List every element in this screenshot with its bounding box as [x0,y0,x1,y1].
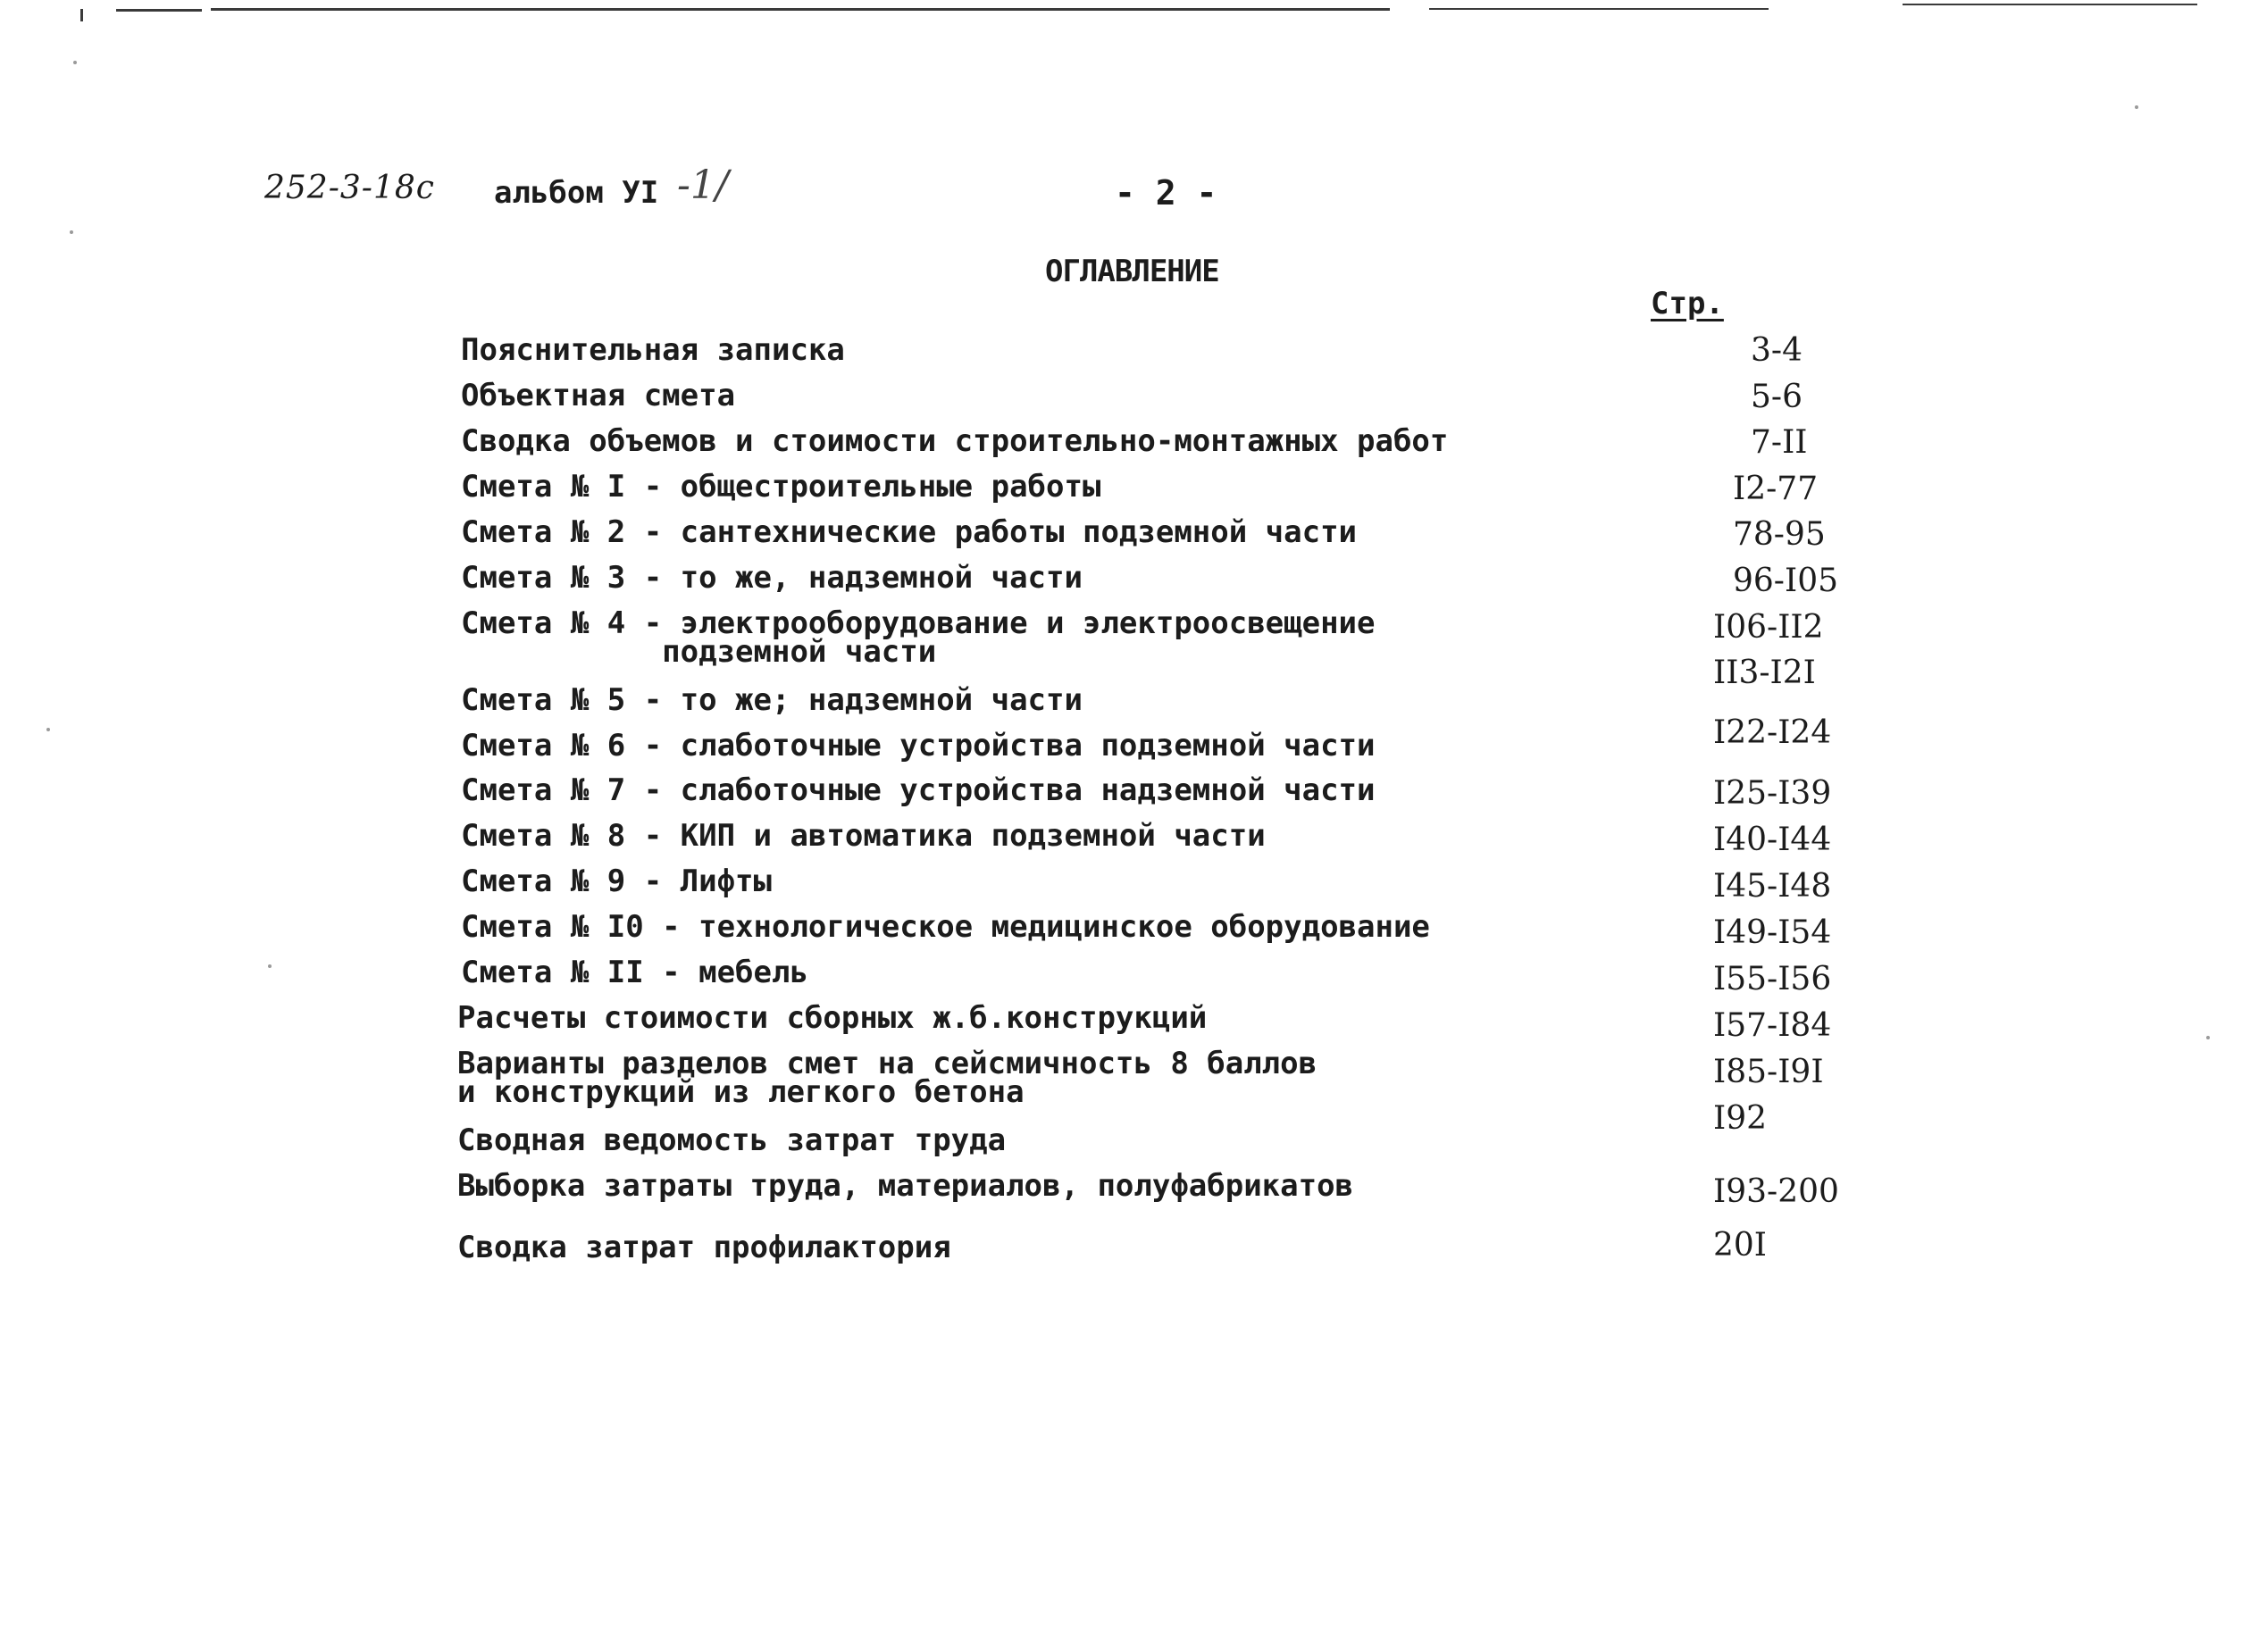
scan-speck [46,728,50,731]
toc-entry-pages: I93-200 [1713,1173,1839,1210]
toc-entry-title: Смета № 6 - слаботочные устройства подземной части [461,728,1376,763]
scan-speck [70,230,73,234]
toc-entry-title: Сводка объемов и стоимости строительно-монтажных работ [461,423,1449,459]
toc-entry-pages: I25-I39 [1713,775,1832,812]
toc-entry-title: Сводная ведомость затрат труда [457,1122,1007,1158]
toc-entry-pages: I85-I9I [1713,1054,1824,1090]
scan-border-line [116,9,202,12]
toc-entry-title: Смета № 9 - Лифты [461,864,772,899]
toc-entry-pages: 20I [1713,1227,1768,1264]
toc-entry-title: Смета № 5 - то же; надземной части [461,682,1083,718]
toc-entry-pages: I57-I84 [1713,1007,1832,1044]
toc-entry-title: Расчеты стоимости сборных ж.б.конструкций [457,1000,1208,1036]
toc-entry-title: Смета № 3 - то же, надземной части [461,560,1083,596]
toc-entry-pages: 3-4 [1751,332,1803,369]
toc-entry-title: Смета № 2 - сантехнические работы подземной части [461,514,1358,550]
toc-entry-pages: I40-I44 [1713,822,1832,858]
toc-entry-title: Варианты разделов смет на сейсмичность 8 баллов и конструкций из легкого бетона [457,1046,1317,1110]
toc-entry-pages: I22-I24 [1713,714,1832,751]
handwritten-album-mark: -1/ [677,163,729,208]
scan-speck [2206,1036,2210,1039]
toc-entry-title: Пояснительная записка [461,332,845,368]
toc-entry-pages: 7-II [1751,424,1808,461]
toc-entry-title: Смета № I0 - технологическое медицинское оборудование [461,909,1430,945]
toc-entry-title: Смета № I - общестроительные работы [461,469,1101,505]
toc-entry-pages: I06-II2 [1713,609,1824,646]
toc-entry-pages: 96-I05 [1733,563,1839,599]
toc-entry-title: Смета № II - мебель [461,955,808,990]
toc-entry-title: Смета № 7 - слаботочные устройства надземной части [461,772,1376,808]
toc-entry-pages: I45-I48 [1713,868,1832,905]
scan-border-line [211,8,1390,11]
toc-entry-title: Смета № 8 - КИП и автоматика подземной части [461,818,1266,854]
page-column-header: Стр. [1651,286,1724,321]
toc-entry-pages: 5-6 [1751,379,1803,415]
document-code: 252-3-18с [264,170,435,206]
toc-entry-pages: II3-I2I [1713,655,1816,691]
toc-entry-title: Смета № 4 - электрооборудование и электроосвещение подземной части [461,605,1376,670]
toc-entry-pages: 78-95 [1733,516,1826,553]
scan-border-line [1903,4,2197,5]
scan-speck [2135,105,2138,109]
album-label: альбом УI [494,175,659,211]
toc-title: ОГЛАВЛЕНИЕ [1045,254,1219,289]
scan-speck [268,964,272,968]
toc-entry-title: Объектная смета [461,378,736,413]
scan-corner-mark [80,9,83,21]
toc-entry-pages: I49-I54 [1713,914,1832,951]
toc-entry-title: Сводка затрат профилактория [457,1230,951,1265]
toc-entry-pages: I2-77 [1733,471,1819,507]
page-number: - 2 - [1115,173,1217,213]
toc-entry-pages: I92 [1713,1100,1768,1137]
scan-border-line [1429,8,1769,10]
scan-speck [73,61,77,64]
toc-entry-title: Выборка затраты труда, материалов, полуфабрикатов [457,1168,1354,1204]
toc-entry-pages: I55-I56 [1713,961,1832,997]
